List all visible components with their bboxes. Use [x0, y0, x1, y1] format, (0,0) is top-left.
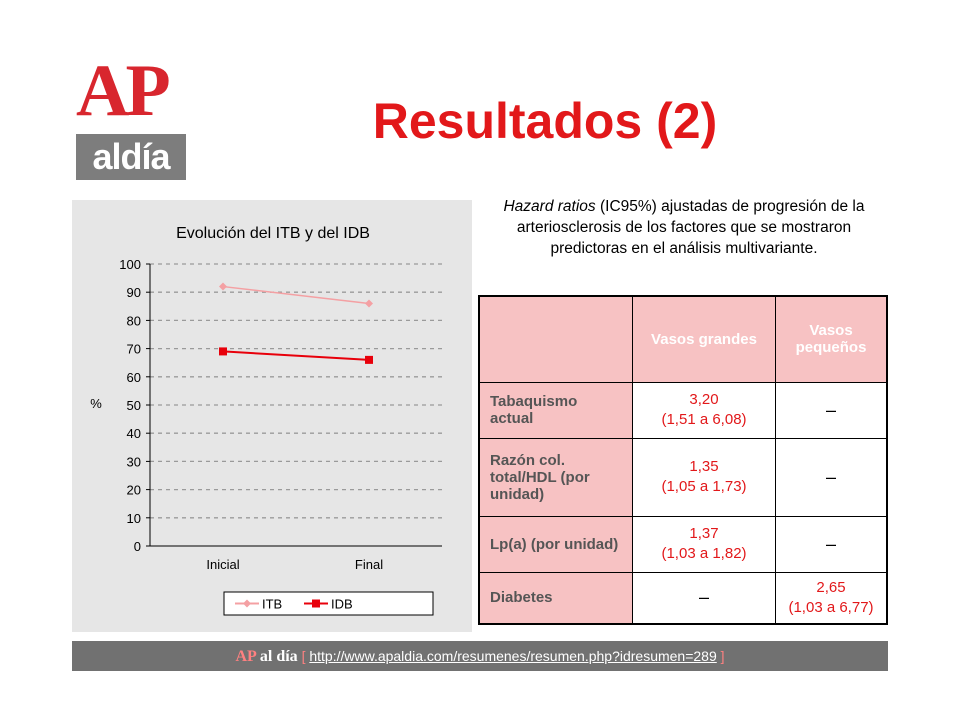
results-table — [478, 295, 888, 625]
x-tick-label: Inicial — [206, 557, 240, 572]
footer-brand-aldia: al día — [259, 648, 298, 665]
y-axis-label: % — [90, 396, 102, 411]
legend-label-idb: IDB — [331, 596, 353, 612]
row-label-razon-col: Razón col. total/HDL (por unidad) — [479, 438, 633, 516]
dash-cell: – — [633, 572, 776, 624]
footer-url-link[interactable]: http://www.apaldia.com/resumenes/resumen.php?idresumen=289 — [309, 648, 717, 664]
data-point-itb — [365, 299, 373, 307]
data-point-idb — [365, 356, 373, 364]
x-tick-label: Final — [354, 557, 384, 572]
row-label-tabaquismo: Tabaquismo actual — [479, 382, 633, 438]
table-row — [479, 516, 887, 572]
row-label-diabetes: Diabetes — [479, 572, 633, 624]
legend-label-itb: ITB — [262, 596, 283, 612]
data-point-idb — [219, 347, 227, 355]
ci-value: (1,05 a 1,73) — [661, 478, 747, 495]
page-title: Resultados (2) — [372, 93, 718, 149]
y-tick-label: 10 — [126, 510, 141, 526]
line-chart — [72, 200, 472, 632]
data-point-itb — [219, 283, 227, 291]
footer-brand — [235, 648, 297, 665]
hr-value: 1,35 — [689, 458, 719, 475]
hr-value: 1,37 — [689, 525, 719, 542]
chart-panel — [72, 200, 472, 632]
header-vasos-pequenos: Vasos pequeños — [776, 296, 888, 382]
ci-value: (1,51 a 6,08) — [661, 411, 747, 428]
footer-bracket-open: [ — [301, 648, 306, 664]
dash-cell: – — [776, 382, 888, 438]
y-tick-label: 60 — [126, 369, 141, 385]
footer-bracket-close: ] — [720, 648, 725, 664]
y-tick-label: 90 — [126, 285, 141, 301]
value-cell — [633, 438, 776, 516]
value-cell — [776, 572, 888, 624]
ap-al-dia-logo — [76, 50, 188, 180]
legend-marker-idb — [312, 600, 320, 608]
footer-bar — [72, 641, 888, 671]
y-tick-label: 40 — [126, 426, 141, 442]
y-tick-label: 20 — [126, 482, 141, 498]
hr-value: 3,20 — [689, 391, 719, 408]
footer-brand-ap: AP — [235, 648, 256, 665]
series-line-idb — [223, 351, 369, 359]
caption-italic: Hazard ratios — [503, 198, 596, 215]
logo-ap-text: AP — [76, 50, 167, 132]
y-tick-label: 80 — [126, 313, 141, 329]
y-tick-label: 50 — [126, 398, 141, 413]
table-header-row — [479, 296, 887, 382]
header-empty-cell — [479, 296, 633, 382]
dash-cell: – — [776, 516, 888, 572]
value-cell — [633, 516, 776, 572]
header-vasos-grandes: Vasos grandes — [633, 296, 776, 382]
row-label-lpa: Lp(a) (por unidad) — [479, 516, 633, 572]
table-row — [479, 572, 887, 624]
value-cell — [633, 382, 776, 438]
ci-value: (1,03 a 1,82) — [661, 545, 747, 562]
table-row — [479, 438, 887, 516]
table-row — [479, 382, 887, 438]
y-tick-label: 70 — [126, 341, 141, 357]
chart-title: Evolución del ITB y del IDB — [176, 225, 370, 242]
table-caption — [478, 196, 890, 259]
y-tick-label: 30 — [126, 454, 141, 470]
dash-cell: – — [776, 438, 888, 516]
caption-text: (IC95%) ajustadas de progresión de la arteriosclerosis de los factores que se mostraron predictoras en el análisis multivariante. — [516, 198, 865, 257]
y-tick-label: 100 — [119, 257, 141, 272]
series-line-itb — [223, 287, 369, 304]
ci-value: (1,03 a 6,77) — [788, 598, 874, 616]
logo-aldia-text: aldía — [76, 134, 186, 180]
hr-value: 2,65 — [816, 578, 846, 596]
y-tick-label: 0 — [133, 539, 141, 554]
